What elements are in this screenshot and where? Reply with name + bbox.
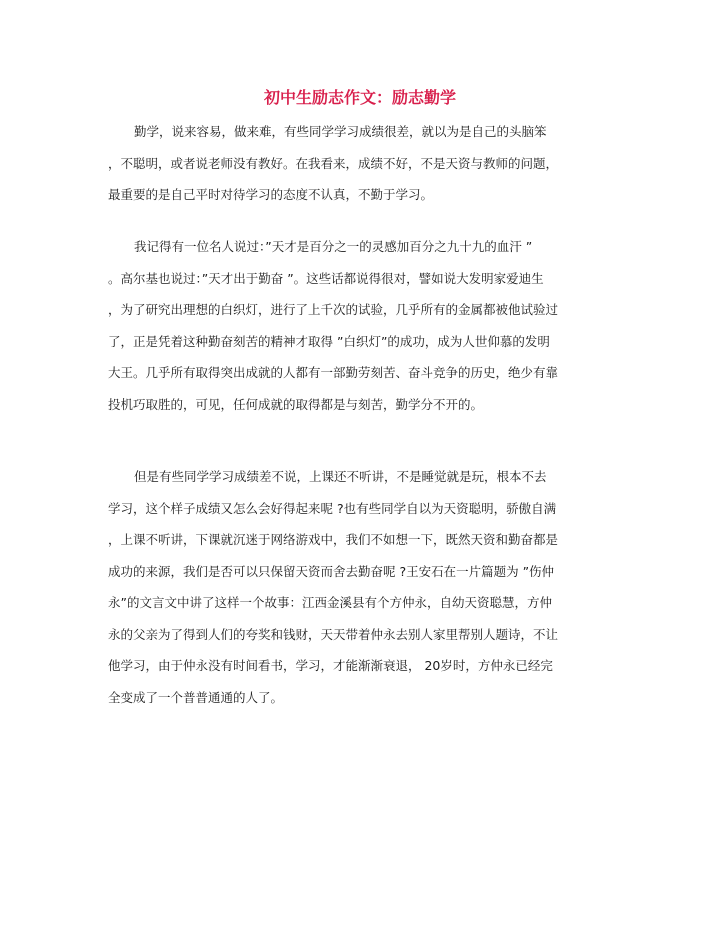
paragraph-line: 永的父亲为了得到人们的夸奖和钱财，天天带着仲永去别人家里帮别人题诗，不让 <box>108 626 559 642</box>
paragraph-line: 成功的来源，我们是否可以只保留天资而舍去勤奋呢 ?王安石在一片篇题为 ”伤仲 <box>108 563 555 579</box>
paragraph-line: 投机巧取胜的，可见，任何成就的取得都是与刻苦，勤学分不开的。 <box>108 396 484 412</box>
paragraph-line: 勤学，说来容易，做来难，有些同学学习成绩很差，就以为是自己的头脑笨 <box>134 124 547 139</box>
paragraph-line: 全变成了一个普普通通的人了。 <box>108 689 284 705</box>
paragraph-line: 最重要的是自己平时对待学习的态度不认真，不勤于学习。 <box>108 187 434 202</box>
paragraph-line: 永”的文言文中讲了这样一个故事：江西金溪县有个方仲永，自幼天资聪慧，方仲 <box>108 595 552 610</box>
paragraph-line: 。高尔基也说过：”天才出于勤奋 ”。这些话都说得很对，譬如说大发明家爱迪生 <box>108 270 544 286</box>
paragraph-3 <box>108 468 614 707</box>
essay-title: 初中生励志作文：励志勤学 <box>263 88 456 107</box>
paragraph-line: 我记得有一位名人说过：”天才是百分之一的灵感加百分之九十九的血汗 ” <box>134 239 533 254</box>
paragraph-line: 他学习，由于仲永没有时间看书，学习，才能渐渐衰退， 20岁时，方仲永已经完 <box>108 658 553 673</box>
paragraph-line: 学习，这个样子成绩又怎么会好得起来呢 ?也有些同学自以为天资聪明，骄傲自满 <box>108 500 557 516</box>
paragraph-line: 但是有些同学学习成绩差不说，上课还不听讲，不是睡觉就是玩，根本不去 <box>134 469 547 484</box>
paragraph-line: ，上课不听讲，下课就沉迷于网络游戏中，我们不如想一下，既然天资和勤奋都是 <box>108 532 559 547</box>
paragraph-line: ，为了研究出理想的白织灯，进行了上千次的试验，几乎所有的金属都被他试验过 <box>108 302 559 317</box>
paragraph-line: ，不聪明，或者说老师没有教好。在我看来，成绩不好，不是天资与教师的问题， <box>108 155 559 171</box>
paragraph-line: 了，正是凭着这种勤奋刻苦的精神才取得 ”白织灯”的成功，成为人世仰慕的发明 <box>108 333 550 349</box>
paragraph-line: 大王。几乎所有取得突出成就的人都有一部勤劳刻苦、奋斗竞争的历史，绝少有靠 <box>108 365 559 380</box>
paragraph-2 <box>108 238 614 414</box>
paragraph-1 <box>108 123 614 204</box>
